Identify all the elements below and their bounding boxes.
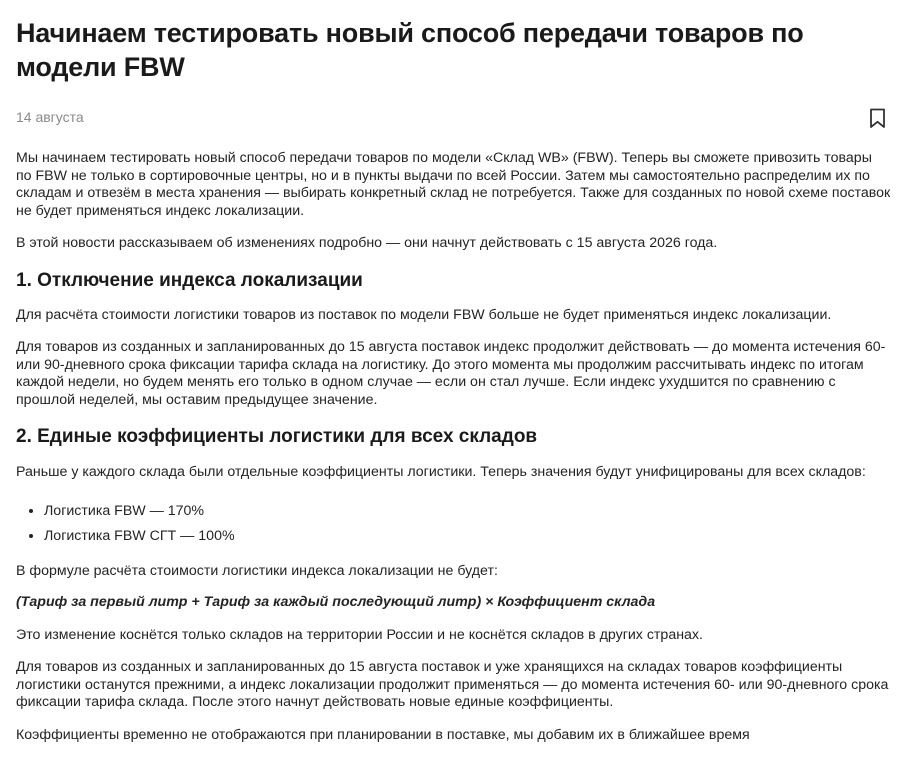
paragraph: Для расчёта стоимости логистики товаров из поставок по модели FBW больше не будет применяться индекс локализации. — [16, 306, 832, 323]
intro-paragraph: В этой новости рассказываем об изменениях подробно — они начнут действовать с 15 августа 2026 года. — [16, 235, 718, 251]
article-body — [16, 150, 891, 744]
article-meta — [16, 104, 891, 132]
intro-paragraph: Мы начинаем тестировать новый способ передачи товаров по модели «Склад WB» (FBW). Теперь вы сможете привозить товары по FBW не только в сортировочные центры, но и в пункты выдачи по всей России. Затем мы самостоятельно распределим их по складам и отвезём в места хранения — выбирать конкретный склад не потребуется. Также для созданных по новой схеме поставок не будет применяться индекс локализации. — [16, 150, 891, 219]
article-date: 14 августа — [16, 109, 84, 125]
list-item: • Логистика FBW — 170% — [44, 499, 891, 524]
list-item: • Логистика FBW СГТ — 100% — [44, 524, 891, 549]
paragraph: Для товаров из созданных и запланированных до 15 августа поставок и уже хранящихся на складах товаров коэффициенты логистики останутся прежними, а индекс локализации продолжит применяться — до момента истечения 60- или 90-дневного срока фиксации тарифа склада. После этого начнут действовать новые единые коэффициенты. — [16, 659, 889, 710]
paragraph: Это изменение коснётся только складов на территории России и не коснётся складов в других странах. — [16, 626, 703, 643]
formula: (Тариф за первый литр + Тариф за каждый последующий литр) × Коэффициент склада — [16, 594, 656, 610]
bookmark-icon[interactable] — [863, 104, 891, 132]
paragraph: В формуле расчёта стоимости логистики индекса локализации не будет: — [16, 562, 498, 579]
article-title: Начинаем тестировать новый способ передачи товаров по модели FBW — [16, 18, 804, 82]
coefficients-list — [16, 499, 891, 549]
paragraph: Для товаров из созданных и запланированных до 15 августа поставок индекс продолжит действовать — до момента истечения 60- или 90-дневного срока фиксации тарифа склада на логистику. До этого момента мы продолжим рассчитывать индекс по итогам каждой недели, но будем менять его только в одном случае — если он стал лучше. Если индекс ухудшится по сравнению с прошлой неделей, мы оставим предыдущее значение. — [16, 339, 886, 408]
section-heading: 2. Единые коэффициенты логистики для всех складов — [16, 426, 538, 447]
section-heading: 1. Отключение индекса локализации — [16, 269, 363, 291]
paragraph: Коэффициенты временно не отображаются при планировании в поставке, мы добавим их в ближайшее время — [16, 726, 750, 743]
paragraph: Раньше у каждого склада были отдельные коэффициенты логистики. Теперь значения будут унифицированы для всех складов: — [16, 464, 866, 480]
